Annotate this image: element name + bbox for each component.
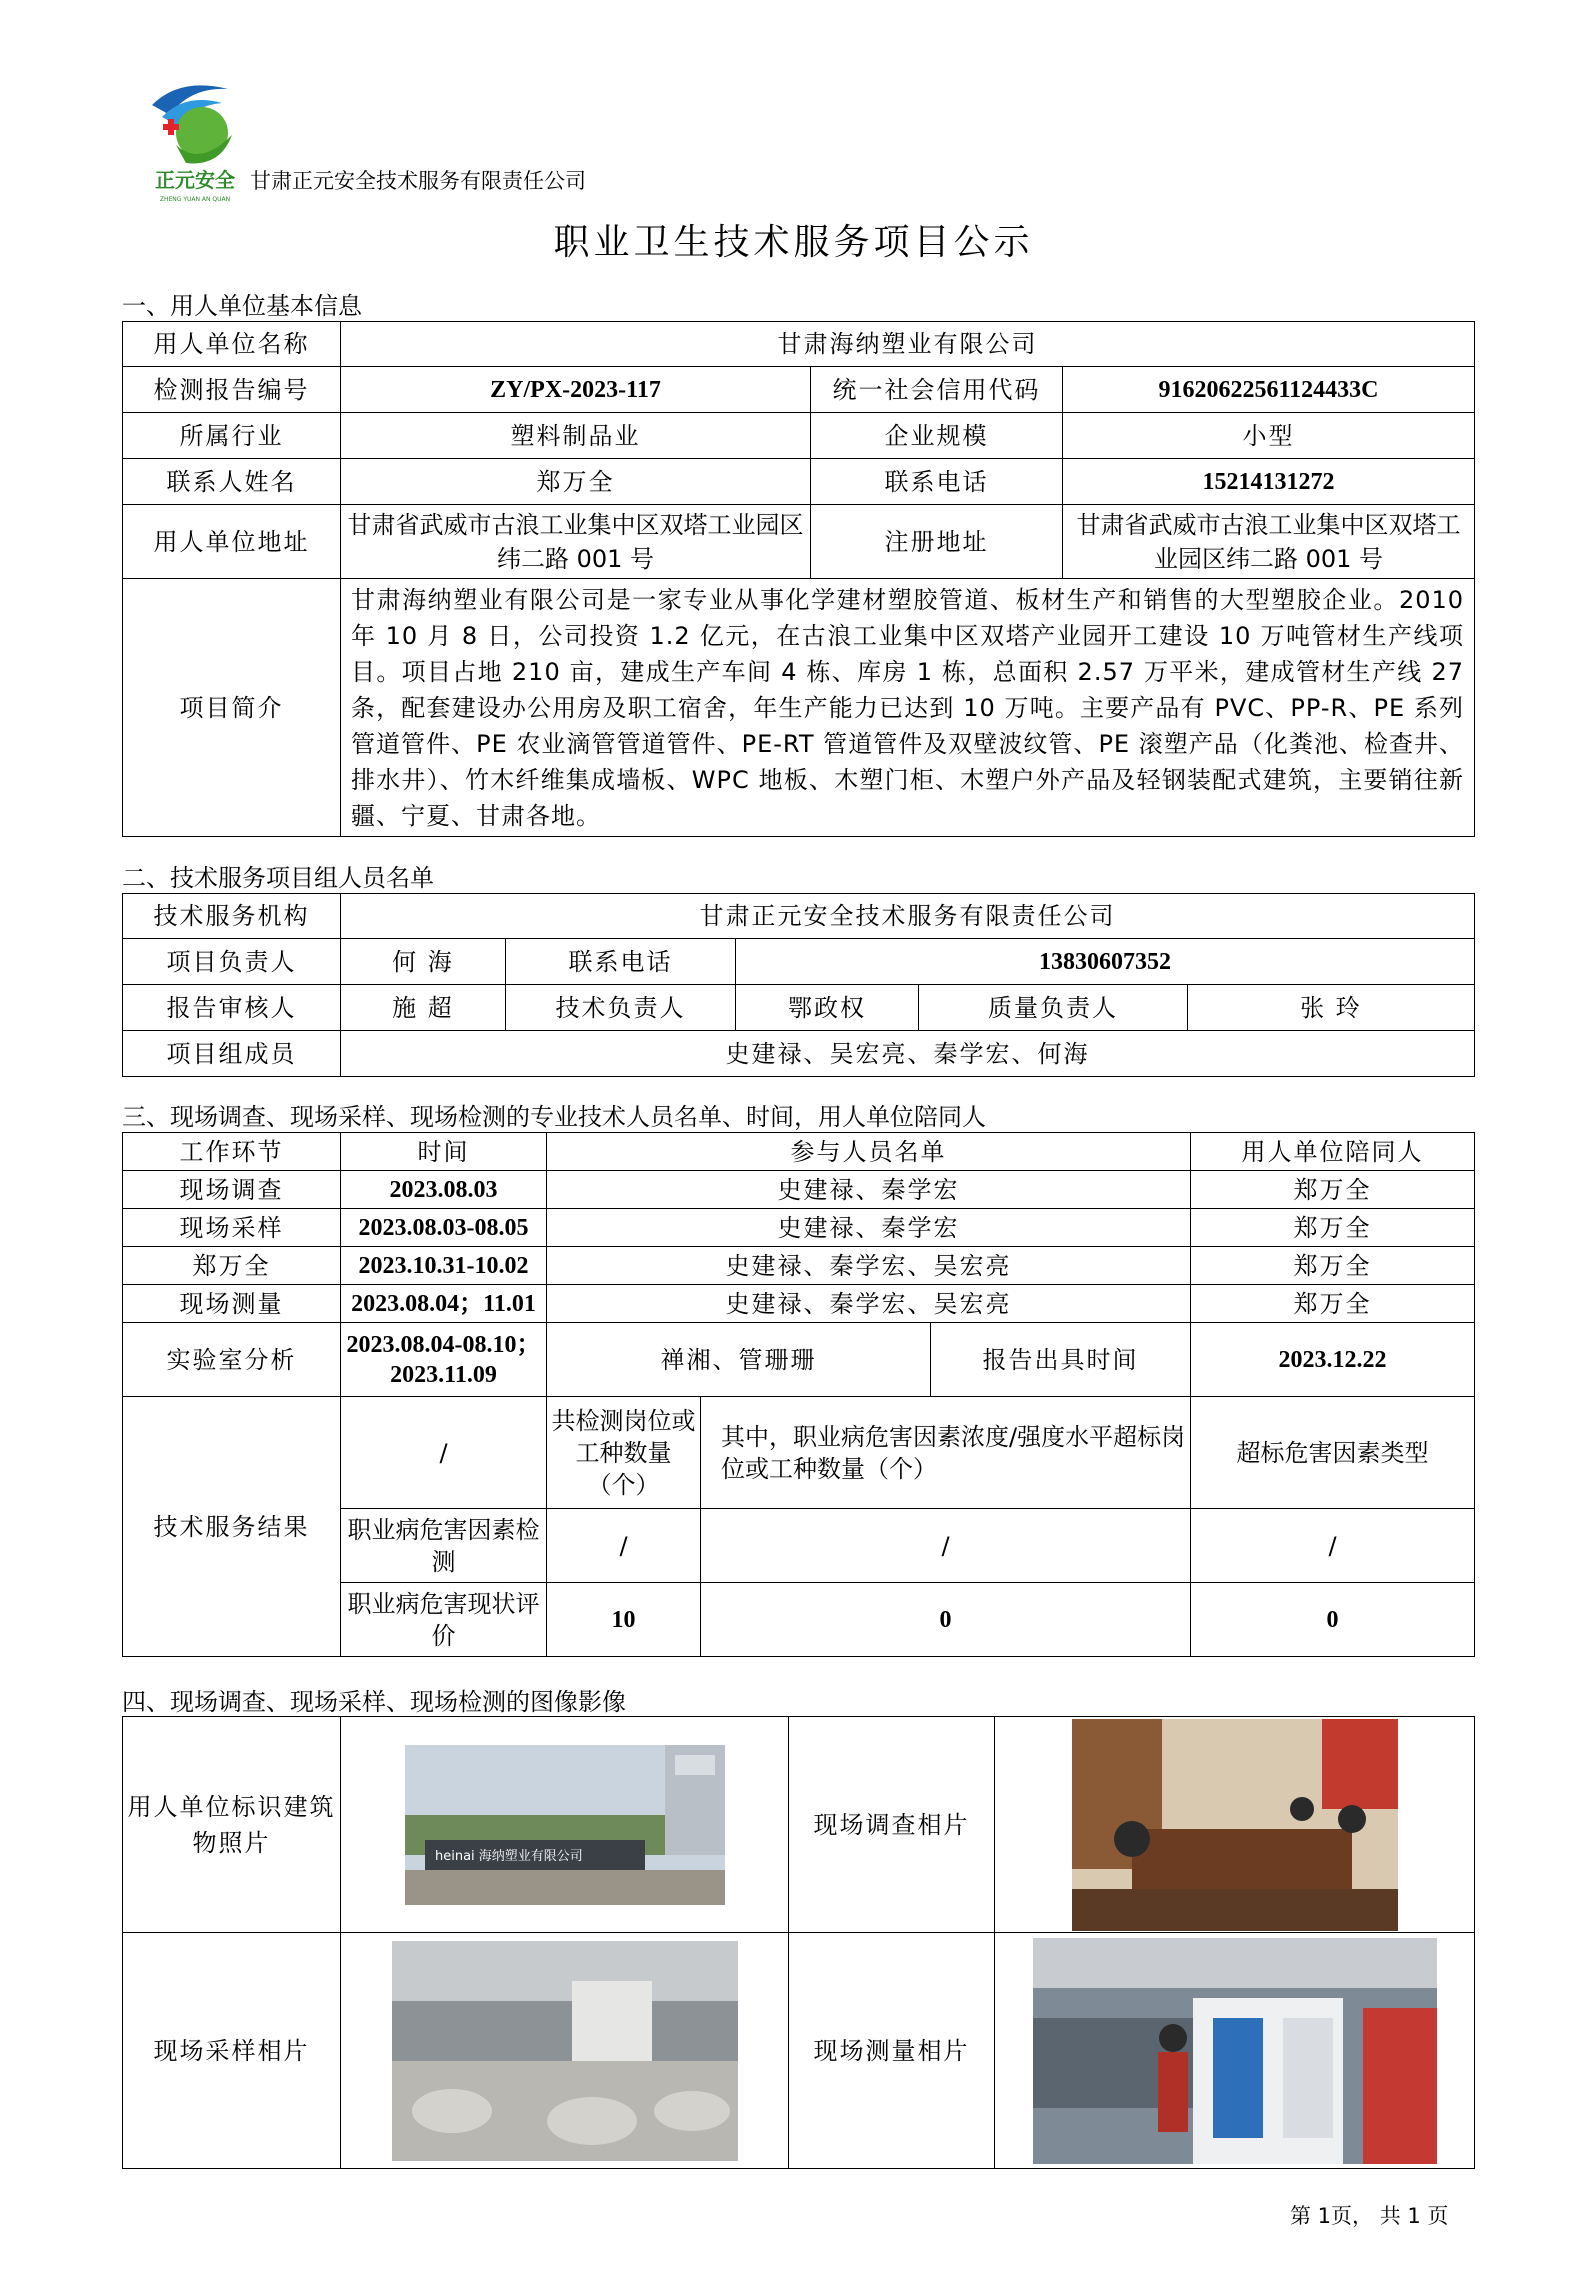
section1-heading: 一、用人单位基本信息 — [122, 292, 362, 320]
report-time-label: 报告出具时间 — [931, 1323, 1191, 1397]
svg-text:正元安全: 正元安全 — [155, 168, 235, 192]
photo4-cell — [995, 1933, 1475, 2169]
leader-phone-value: 13830607352 — [736, 939, 1475, 985]
result-row2-exceed: 0 — [701, 1583, 1191, 1657]
stage-cell: 现场测量 — [123, 1285, 341, 1323]
report-time-value: 2023.12.22 — [1191, 1323, 1475, 1397]
lab-time-line-2: 2023.11.09 — [390, 1361, 497, 1388]
quality-value: 张 玲 — [1188, 985, 1475, 1031]
col-stage-header: 工作环节 — [123, 1133, 341, 1171]
col-escort-header: 用人单位陪同人 — [1191, 1133, 1475, 1171]
leader-label: 项目负责人 — [123, 939, 341, 985]
photo-table — [122, 1716, 1475, 2169]
quality-label: 质量负责人 — [919, 985, 1188, 1031]
intro-label: 项目简介 — [123, 579, 341, 837]
escort-cell: 郑万全 — [1191, 1171, 1475, 1209]
result-corner-slash: / — [341, 1397, 547, 1509]
lab-analysis-label: 实验室分析 — [123, 1323, 341, 1397]
team-table — [122, 893, 1475, 1077]
address-value: 甘肃省武威市古浪工业集中区双塔工业园区纬二路 001 号 — [341, 505, 811, 579]
escort-cell: 郑万全 — [1191, 1285, 1475, 1323]
org-label: 技术服务机构 — [123, 894, 341, 939]
time-cell: 2023.08.03 — [341, 1171, 547, 1209]
stage-cell: 郑万全 — [123, 1247, 341, 1285]
photo2-cell — [995, 1717, 1475, 1933]
industry-label: 所属行业 — [123, 413, 341, 459]
people-cell: 史建禄、秦学宏 — [547, 1209, 1191, 1247]
members-value: 史建禄、吴宏亮、秦学宏、何海 — [341, 1031, 1475, 1077]
contact-label: 联系人姓名 — [123, 459, 341, 505]
result-row1-label: 职业病危害因素检测 — [341, 1509, 547, 1583]
section4-heading: 四、现场调查、现场采样、现场检测的图像影像 — [122, 1688, 626, 1716]
company-logo — [140, 75, 250, 205]
header-company-name: 甘肃正元安全技术服务有限责任公司 — [250, 169, 586, 193]
survey-photo — [1072, 1719, 1398, 1931]
leader-phone-label: 联系电话 — [506, 939, 736, 985]
credit-code-value: 91620622561124433C — [1063, 367, 1475, 413]
tech-label: 技术负责人 — [506, 985, 736, 1031]
lab-time-line-1: 2023.08.04-08.10； — [346, 1331, 541, 1358]
svg-text:heinai 海纳塑业有限公司: heinai 海纳塑业有限公司 — [434, 1848, 583, 1864]
scale-label: 企业规模 — [811, 413, 1063, 459]
page-number: 第 1页， 共 1 页 — [1290, 2204, 1449, 2228]
reviewer-value: 施 超 — [341, 985, 506, 1031]
result-row1-type: / — [1191, 1509, 1475, 1583]
tech-value: 鄂政权 — [736, 985, 919, 1031]
time-cell: 2023.10.31-10.02 — [341, 1247, 547, 1285]
section2-heading: 二、技术服务项目组人员名单 — [122, 864, 434, 892]
unit-info-table — [122, 321, 1475, 837]
measurement-photo — [1033, 1938, 1437, 2164]
phone-value: 15214131272 — [1063, 459, 1475, 505]
section3-heading: 三、现场调查、现场采样、现场检测的专业技术人员名单、时间，用人单位陪同人 — [122, 1103, 986, 1131]
contact-value: 郑万全 — [341, 459, 811, 505]
escort-cell: 郑万全 — [1191, 1209, 1475, 1247]
table-row — [123, 1285, 1475, 1323]
stage-cell: 现场调查 — [123, 1171, 341, 1209]
people-cell: 史建禄、秦学宏、吴宏亮 — [547, 1247, 1191, 1285]
time-cell: 2023.08.03-08.05 — [341, 1209, 547, 1247]
photo3-cell — [341, 1933, 789, 2169]
photo4-label: 现场测量相片 — [789, 1933, 995, 2169]
photo1-label: 用人单位标识建筑物照片 — [123, 1717, 341, 1933]
address-label: 用人单位地址 — [123, 505, 341, 579]
fieldwork-table — [122, 1132, 1475, 1657]
lab-analysis-people: 禅湘、管珊珊 — [547, 1323, 931, 1397]
document-title: 职业卫生技术服务项目公示 — [553, 222, 1034, 263]
table-row — [123, 1171, 1475, 1209]
table-row — [123, 1247, 1475, 1285]
unit-name-value: 甘肃海纳塑业有限公司 — [341, 322, 1475, 367]
leader-value: 何 海 — [341, 939, 506, 985]
result-row1-exceed: / — [701, 1509, 1191, 1583]
svg-text:ZHENG YUAN AN QUAN: ZHENG YUAN AN QUAN — [159, 196, 231, 203]
result-col2-header: 其中，职业病危害因素浓度/强度水平超标岗位或工种数量（个） — [701, 1397, 1191, 1509]
time-cell: 2023.08.04；11.01 — [341, 1285, 547, 1323]
result-row1-count: / — [547, 1509, 701, 1583]
escort-cell: 郑万全 — [1191, 1247, 1475, 1285]
intro-text: 甘肃海纳塑业有限公司是一家专业从事化学建材塑胶管道、板材生产和销售的大型塑胶企业。2010 年 10 月 8 日，公司投资 1.2 亿元，在古浪工业集中区双塔产业园开工建设 10 万吨管材生产线项目。项目占地 210 亩，建成生产车间 4 栋、库房 1 栋，总面积 2.57 万平米，建成管材生产线 27 条，配套建设办公用房及职工宿舍，年生产能力已达到 10 万吨。主要产品有 PVC、PP-R、PE 系列管道管件、PE 农业滴管管道管件、PE-RT 管道管件及双壁波纹管、PE 滚塑产品（化粪池、检查井、排水井）、竹木纤维集成墙板、WPC 地板、木塑门柜、木塑户外产品及轻钢装配式建筑，主要销往新疆、宁夏、甘肃各地。 — [341, 579, 1475, 837]
members-label: 项目组成员 — [123, 1031, 341, 1077]
result-col3-header: 超标危害因素类型 — [1191, 1397, 1475, 1509]
reg-address-label: 注册地址 — [811, 505, 1063, 579]
result-label: 技术服务结果 — [123, 1397, 341, 1657]
unit-name-label: 用人单位名称 — [123, 322, 341, 367]
result-row2-label: 职业病危害现状评价 — [341, 1583, 547, 1657]
people-cell: 史建禄、秦学宏 — [547, 1171, 1191, 1209]
page-header — [140, 75, 640, 205]
photo1-cell — [341, 1717, 789, 1933]
photo2-label: 现场调查相片 — [789, 1717, 995, 1933]
col-time-header: 时间 — [341, 1133, 547, 1171]
result-row2-count: 10 — [547, 1583, 701, 1657]
building-sign-photo — [405, 1745, 725, 1905]
photo3-label: 现场采样相片 — [123, 1933, 341, 2169]
stage-cell: 现场采样 — [123, 1209, 341, 1247]
col-people-header: 参与人员名单 — [547, 1133, 1191, 1171]
scale-value: 小型 — [1063, 413, 1475, 459]
industry-value: 塑料制品业 — [341, 413, 811, 459]
report-no-value: ZY/PX-2023-117 — [341, 367, 811, 413]
sampling-photo — [392, 1941, 738, 2161]
lab-analysis-time — [341, 1323, 547, 1397]
reg-address-value: 甘肃省武威市古浪工业集中区双塔工业园区纬二路 001 号 — [1063, 505, 1475, 579]
people-cell: 史建禄、秦学宏、吴宏亮 — [547, 1285, 1191, 1323]
result-col1-header: 共检测岗位或工种数量（个） — [547, 1397, 701, 1509]
table-row — [123, 1209, 1475, 1247]
report-no-label: 检测报告编号 — [123, 367, 341, 413]
result-row2-type: 0 — [1191, 1583, 1475, 1657]
phone-label: 联系电话 — [811, 459, 1063, 505]
org-value: 甘肃正元安全技术服务有限责任公司 — [341, 894, 1475, 939]
reviewer-label: 报告审核人 — [123, 985, 341, 1031]
credit-code-label: 统一社会信用代码 — [811, 367, 1063, 413]
